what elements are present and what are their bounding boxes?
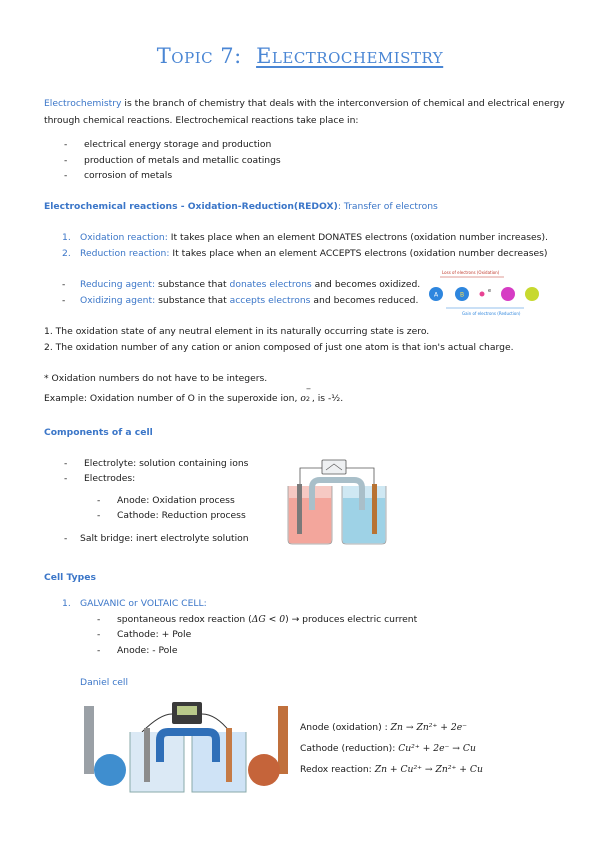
intro-term: Electrochemistry — [44, 98, 122, 109]
galvanic-label: GALVANIC or VOLTAIC CELL: — [80, 598, 207, 609]
redox-heading-b: : Transfer of electrons — [337, 201, 438, 212]
galvanic-bullet-2: - Cathode: + Pole — [97, 629, 192, 640]
page-title — [0, 44, 600, 68]
intro-bullet-1-text: electrical energy storage and production — [84, 139, 272, 150]
component-cathode: - Cathode: Reduction process — [97, 510, 246, 521]
anode-reaction-eq: Zn → Zn²⁺ + 2e⁻ — [390, 722, 467, 733]
component-anode-text: Anode: Oxidation process — [117, 495, 235, 506]
reduction-num: 2. — [62, 248, 71, 259]
copper-rod — [278, 706, 288, 774]
galvanic-num: 1. — [62, 598, 71, 609]
galvanic-bullet-1: - spontaneous redox reaction (ΔG < 0) → produces electric current — [97, 614, 418, 625]
reducing-agent-post: and becomes oxidized. — [311, 279, 421, 290]
cathode-electrode — [372, 484, 377, 534]
reducing-agent-pre: substance that — [155, 279, 230, 290]
intro-bullet-2: - production of metals and metallic coatings — [64, 155, 281, 166]
reducing-agent-em: donates electrons — [229, 279, 312, 290]
oxidation-item — [62, 232, 548, 243]
oxidizing-agent: - Oxidizing agent: substance that accepts electrons and becomes reduced. — [62, 295, 419, 306]
oxidizing-agent-term: Oxidizing agent: — [80, 295, 156, 306]
component-anode: - Anode: Oxidation process — [97, 495, 235, 506]
diagram-bottom-label: Gain of electrons (Reduction) — [462, 311, 521, 316]
intro-bullet-3: - corrosion of metals — [64, 170, 173, 181]
component-electrolyte-text: Electrolyte: solution containing ions — [84, 458, 249, 469]
intro-line1-text: is the branch of chemistry that deals with the interconversion of chemical and electrical energy — [121, 98, 565, 109]
diagram-atom-b2 — [525, 287, 539, 301]
galvanic-bullet-3: - Anode: - Pole — [97, 645, 178, 656]
intro-line2: through chemical reactions. Electrochemical reactions take place in: — [44, 115, 359, 126]
title-part2: Electrochemistry — [256, 44, 444, 68]
redox-heading-a: Electrochemical reactions - Oxidation-Reduction(REDOX) — [44, 201, 338, 212]
reduction-item — [62, 248, 548, 259]
rule-example-pre: Example: Oxidation number of O in the superoxide ion, — [44, 393, 301, 404]
intro-bullet-3-text: corrosion of metals — [84, 170, 173, 181]
reduction-text: It takes place when an element ACCEPTS electrons (oxidation number decreases) — [169, 248, 548, 259]
diagram-atom-b1-label: B — [459, 291, 465, 299]
redox-heading — [44, 201, 438, 212]
anode-reaction — [300, 722, 467, 733]
zn-electrode — [144, 728, 150, 782]
galvanic-b3: Anode: - Pole — [117, 645, 178, 656]
component-electrodes: - Electrodes: — [64, 473, 136, 484]
diagram-electron — [480, 292, 485, 297]
redox-reaction — [300, 764, 483, 775]
component-salt-bridge: - Salt bridge: inert electrolyte solution — [64, 533, 249, 544]
diagram-atom-a-label: A — [433, 291, 439, 299]
rule-example — [44, 385, 344, 404]
rule-2: 2. The oxidation number of any cation or anion composed of just one atom is that ion's actual charge. — [44, 342, 514, 353]
daniel-cell-illustration — [80, 702, 292, 798]
superoxide-scripts — [305, 385, 312, 403]
reduction-term: Reduction reaction: — [80, 248, 170, 259]
cathode-reaction-label: Cathode (reduction): — [300, 743, 399, 754]
redox-reaction-eq: Zn + Cu²⁺ → Zn²⁺ + Cu — [374, 764, 483, 775]
cathode-reaction — [300, 743, 476, 754]
components-heading: Components of a cell — [44, 427, 153, 438]
intro-line1 — [44, 98, 565, 109]
oxidation-term: Oxidation reaction: — [80, 232, 168, 243]
diagram-atom-a2 — [501, 287, 515, 301]
anode-electrode — [297, 484, 302, 534]
component-electrolyte: - Electrolyte: solution containing ions — [64, 458, 249, 469]
galvanic-b2: Cathode: + Pole — [117, 629, 192, 640]
oxidation-num: 1. — [62, 232, 71, 243]
diagram-electron-label: e — [488, 288, 492, 294]
component-electrodes-text: Electrodes: — [84, 473, 136, 484]
cu-atom-lattice — [248, 754, 280, 786]
rule-example-post: , is -½. — [311, 393, 344, 404]
galvanic-b1-post: ) → produces electric current — [285, 614, 418, 625]
daniel-cell-label: Daniel cell — [80, 677, 129, 688]
cu-electrode — [226, 728, 232, 782]
intro-bullet-2-text: production of metals and metallic coatings — [84, 155, 281, 166]
voltmeter-screen — [177, 706, 197, 715]
galvanic-b1-pre: spontaneous redox reaction ( — [117, 614, 252, 625]
voltmeter-icon — [322, 460, 346, 474]
superoxide-ion: o — [300, 393, 306, 404]
reducing-agent: - Reducing agent: substance that donates electrons and becomes oxidized. — [62, 279, 421, 290]
oxidizing-agent-em: accepts electrons — [229, 295, 311, 306]
zinc-rod — [84, 706, 94, 774]
component-cathode-text: Cathode: Reduction process — [117, 510, 246, 521]
intro-bullet-1: - electrical energy storage and production — [64, 139, 272, 150]
anode-reaction-label: Anode (oxidation) : — [300, 722, 391, 733]
electrochemical-cell-diagram — [282, 458, 394, 546]
oxidation-text: It takes place when an element DONATES electrons (oxidation number increases). — [167, 232, 548, 243]
reducing-agent-term: Reducing agent: — [80, 279, 156, 290]
oxidizing-agent-post: and becomes reduced. — [310, 295, 419, 306]
oxidizing-agent-pre: substance that — [155, 295, 230, 306]
superoxide-sub: 2 — [305, 395, 311, 403]
redox-electron-transfer-diagram — [424, 268, 544, 318]
zn-atom-lattice — [94, 754, 126, 786]
rule-note: * Oxidation numbers do not have to be integers. — [44, 373, 268, 384]
cathode-reaction-eq: Cu²⁺ + 2e⁻ → Cu — [398, 743, 476, 754]
diagram-top-label: Loss of electrons (Oxidation) — [442, 270, 500, 275]
rule-1: 1. The oxidation state of any neutral element in its naturally occurring state is zero. — [44, 326, 430, 337]
redox-reaction-label: Redox reaction: — [300, 764, 375, 775]
cell-types-heading: Cell Types — [44, 572, 96, 583]
galvanic-b1-math: ΔG < 0 — [251, 614, 286, 625]
title-part1: Topic 7: — [156, 44, 242, 68]
component-salt-bridge-text: Salt bridge: inert electrolyte solution — [80, 533, 249, 544]
galvanic-item — [62, 598, 207, 609]
superoxide-sup: − — [305, 385, 312, 393]
